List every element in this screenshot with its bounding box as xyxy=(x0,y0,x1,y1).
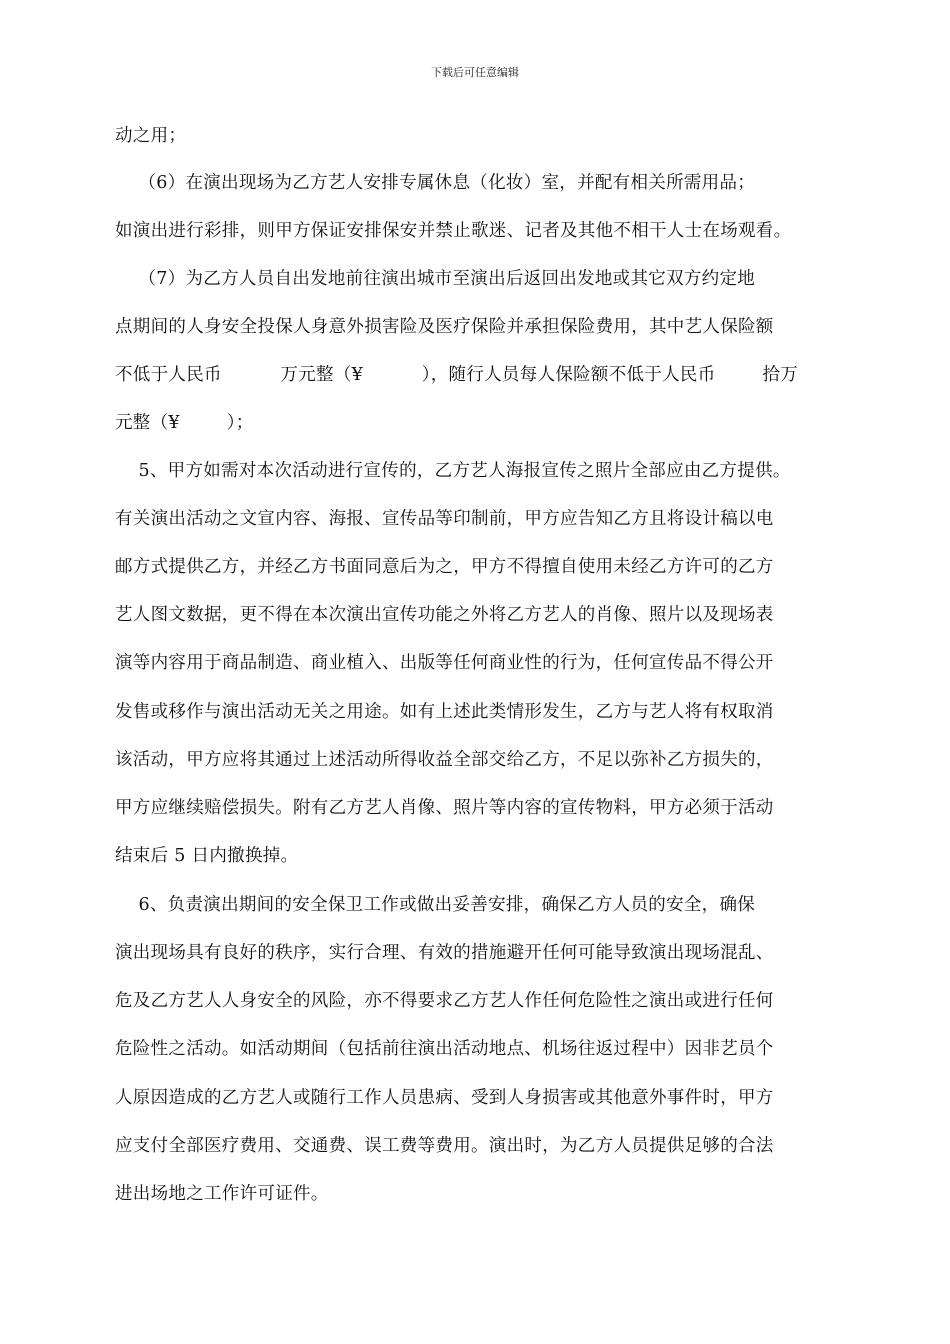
body-line: 如演出进行彩排，则甲方保证安排保安并禁止歌迷、记者及其他不相干人士在场观看。 xyxy=(115,221,792,241)
body-line: 发售或移作与演出活动无关之用途。如有上述此类情形发生，乙方与艺人将有权取消 xyxy=(115,702,774,722)
body-line: 该活动，甲方应将其通过上述活动所得收益全部交给乙方，不足以弥补乙方损失的， xyxy=(115,750,774,770)
body-line: 邮方式提供乙方，并经乙方书面同意后为之，甲方不得擅自使用未经乙方许可的乙方 xyxy=(115,557,774,577)
body-line: 演等内容用于商品制造、商业植入、出版等任何商业性的行为，任何宣传品不得公开 xyxy=(115,653,774,673)
body-line: 危险性之活动。如活动期间（包括前往演出活动地点、机场往返过程中）因非艺员个 xyxy=(115,1039,774,1059)
body-line: 有关演出活动之文宣内容、海报、宣传品等印制前，甲方应告知乙方且将设计稿以电 xyxy=(115,509,774,529)
body-line: （6）在演出现场为乙方艺人安排专属休息（化妆）室，并配有相关所需用品； xyxy=(115,173,756,193)
body-line: 不低于人民币 万元整（¥ ），随行人员每人保险额不低于人民币 拾万 xyxy=(115,365,799,385)
body-line: 演出现场具有良好的秩序，实行合理、有效的措施避开任何可能导致演出现场混乱、 xyxy=(115,943,774,963)
body-line: 进出场地之工作许可证件。 xyxy=(115,1184,329,1204)
body-line: 5、甲方如需对本次活动进行宣传的，乙方艺人海报宣传之照片全部应由乙方提供。 xyxy=(115,461,791,481)
body-line: 点期间的人身安全投保人身意外损害险及医疗保险并承担保险费用，其中艺人保险额 xyxy=(115,317,774,337)
body-line: 应支付全部医疗费用、交通费、误工费等费用。演出时，为乙方人员提供足够的合法 xyxy=(115,1136,774,1156)
body-line: 艺人图文数据，更不得在本次演出宣传功能之外将乙方艺人的肖像、照片以及现场表 xyxy=(115,605,774,625)
body-line: 动之用； xyxy=(115,126,187,146)
body-line: 甲方应继续赔偿损失。附有乙方艺人肖像、照片等内容的宣传物料，甲方必须于活动 xyxy=(115,798,774,818)
body-line: （7）为乙方人员自出发地前往演出城市至演出后返回出发地或其它双方约定地 xyxy=(115,269,756,289)
body-line: 6、负责演出期间的安全保卫工作或做出妥善安排，确保乙方人员的安全，确保 xyxy=(115,895,756,915)
body-line: 人原因造成的乙方艺人或随行工作人员患病、受到人身损害或其他意外事件时，甲方 xyxy=(115,1088,774,1108)
body-line: 元整（¥ ）； xyxy=(115,413,254,433)
page-header: 下载后可任意编辑 xyxy=(431,66,519,79)
body-line: 危及乙方艺人人身安全的风险，亦不得要求乙方艺人作任何危险性之演出或进行任何 xyxy=(115,991,774,1011)
body-line: 结束后 5 日内撤换掉。 xyxy=(115,846,299,866)
